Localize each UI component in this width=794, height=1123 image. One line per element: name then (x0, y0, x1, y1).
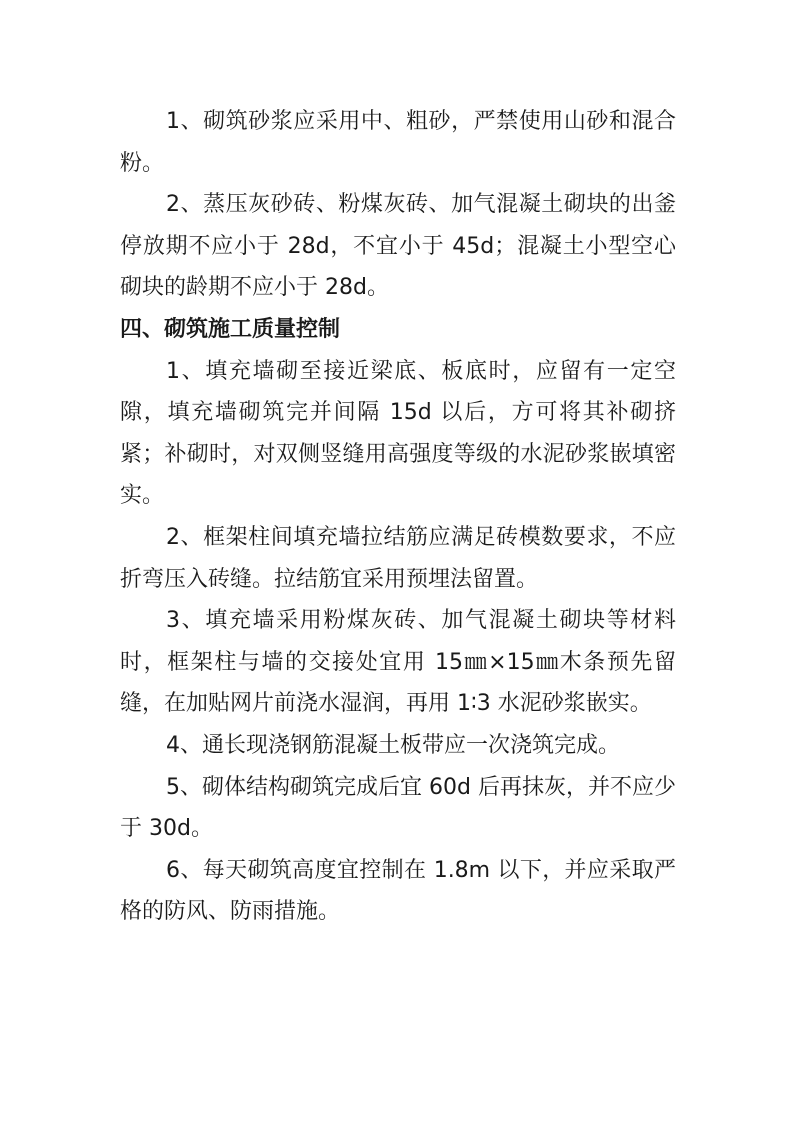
paragraph-slab-band: 4、通长现浇钢筋混凝土板带应一次浇筑完成。 (166, 732, 620, 758)
paragraph-plastering: 5、砌体结构砌筑完成后宜 60d 后再抹灰，并不应少于 30d。 (120, 774, 676, 842)
paragraph-daily-height: 6、每天砌筑高度宜控制在 1.8m 以下，并应采取严格的防风、防雨措施。 (120, 857, 676, 925)
paragraph-block-curing: 2、蒸压灰砂砖、粉煤灰砖、加气混凝土砌块的出釜停放期不应小于 28d，不宜小于 45d；混凝土小型空心砌块的龄期不应小于 28d。 (120, 192, 676, 301)
paragraph-mortar-sand: 1、砌筑砂浆应采用中、粗砂，严禁使用山砂和混合粉。 (120, 109, 676, 176)
paragraph-tie-bars: 2、框架柱间填充墙拉结筋应满足砖模数要求，不应折弯压入砖缝。拉结筋宜采用预埋法留置。 (120, 524, 676, 592)
document-body (120, 101, 676, 933)
paragraph-infill-gap: 1、填充墙砌至接近梁底、板底时，应留有一定空隙，填充墙砌筑完并间隔 15d 以后，方可将其补砌挤紧；补砌时，对双侧竖缝用高强度等级的水泥砂浆嵌填密实。 (120, 358, 676, 509)
paragraph-column-joint: 3、填充墙采用粉煤灰砖、加气混凝土砌块等材料时，框架柱与墙的交接处宜用 15㎜×15㎜木条预先留缝，在加贴网片前浇水湿润，再用 1∶3 水泥砂浆嵌实。 (120, 608, 676, 717)
section-heading: 四、砌筑施工质量控制 (120, 316, 341, 342)
